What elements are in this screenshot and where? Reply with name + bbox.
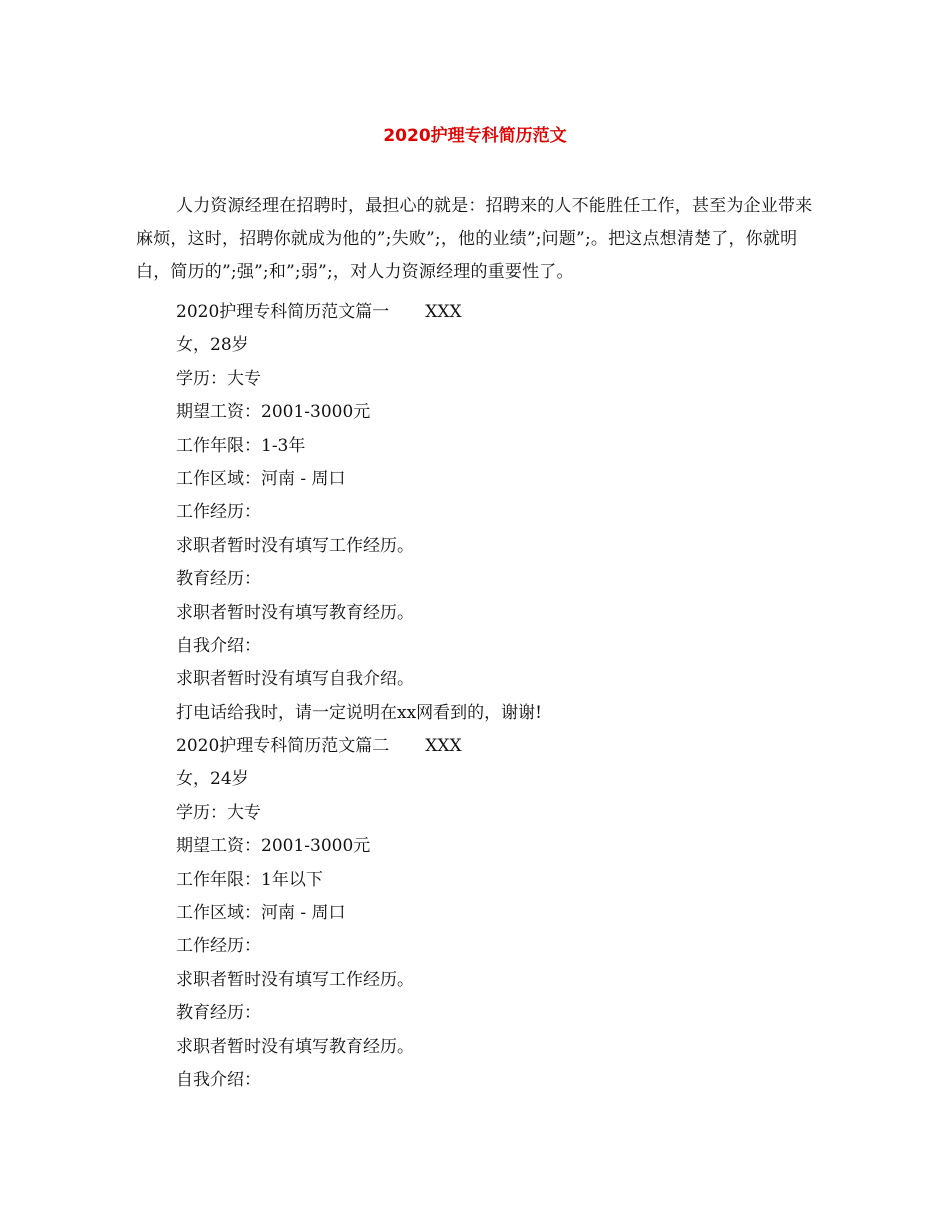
resume2-gender-age: 女，24岁	[176, 769, 249, 790]
resume2-name: XXX	[425, 736, 462, 757]
resume2-heading: 2020护理专科简历范文篇二	[176, 736, 390, 757]
document-title: 2020护理专科简历范文	[383, 126, 567, 146]
resume2-heading-line	[176, 730, 816, 763]
resume2-intro-label: 自我介绍：	[176, 1069, 261, 1090]
resume1-edu-text: 求职者暂时没有填写教育经历。	[176, 602, 414, 623]
resume2-years: 工作年限：1年以下	[176, 869, 323, 890]
resume2-edu-text: 求职者暂时没有填写教育经历。	[176, 1036, 414, 1057]
resume1-education: 学历：大专	[176, 368, 261, 389]
resume1-work-label: 工作经历：	[176, 502, 261, 523]
resume-list	[176, 296, 816, 1097]
resume1-contact: 打电话给我时，请一定说明在xx网看到的，谢谢!	[176, 702, 543, 723]
resume2-area: 工作区域：河南 - 周口	[176, 903, 346, 924]
resume1-heading: 2020护理专科简历范文篇一	[176, 302, 390, 322]
resume1-edu-label: 教育经历：	[176, 569, 261, 590]
resume1-heading-line	[176, 296, 816, 329]
resume1-years: 工作年限：1-3年	[176, 435, 306, 456]
resume1-name: XXX	[425, 302, 462, 322]
resume2-work-text: 求职者暂时没有填写工作经历。	[176, 969, 414, 990]
resume1-intro-text: 求职者暂时没有填写自我介绍。	[176, 669, 414, 690]
resume2-edu-label: 教育经历：	[176, 1003, 261, 1024]
resume2-work-label: 工作经历：	[176, 936, 261, 957]
resume2-salary: 期望工资：2001-3000元	[176, 836, 371, 857]
resume1-work-text: 求职者暂时没有填写工作经历。	[176, 535, 414, 556]
intro-paragraph: 人力资源经理在招聘时，最担心的就是：招聘来的人不能胜任工作，甚至为企业带来麻烦，这时，招聘你就成为他的”;失败”;，他的业绩”;问题”;。把这点想清楚了，你就明白，简历的”;强”;和”;弱”;，对人力资源经理的重要性了。	[136, 196, 813, 282]
resume1-salary: 期望工资：2001-3000元	[176, 402, 371, 423]
resume1-intro-label: 自我介绍：	[176, 635, 261, 656]
resume1-area: 工作区域：河南 - 周口	[176, 468, 346, 489]
resume2-education: 学历：大专	[176, 802, 261, 823]
resume1-gender-age: 女，28岁	[176, 335, 249, 356]
